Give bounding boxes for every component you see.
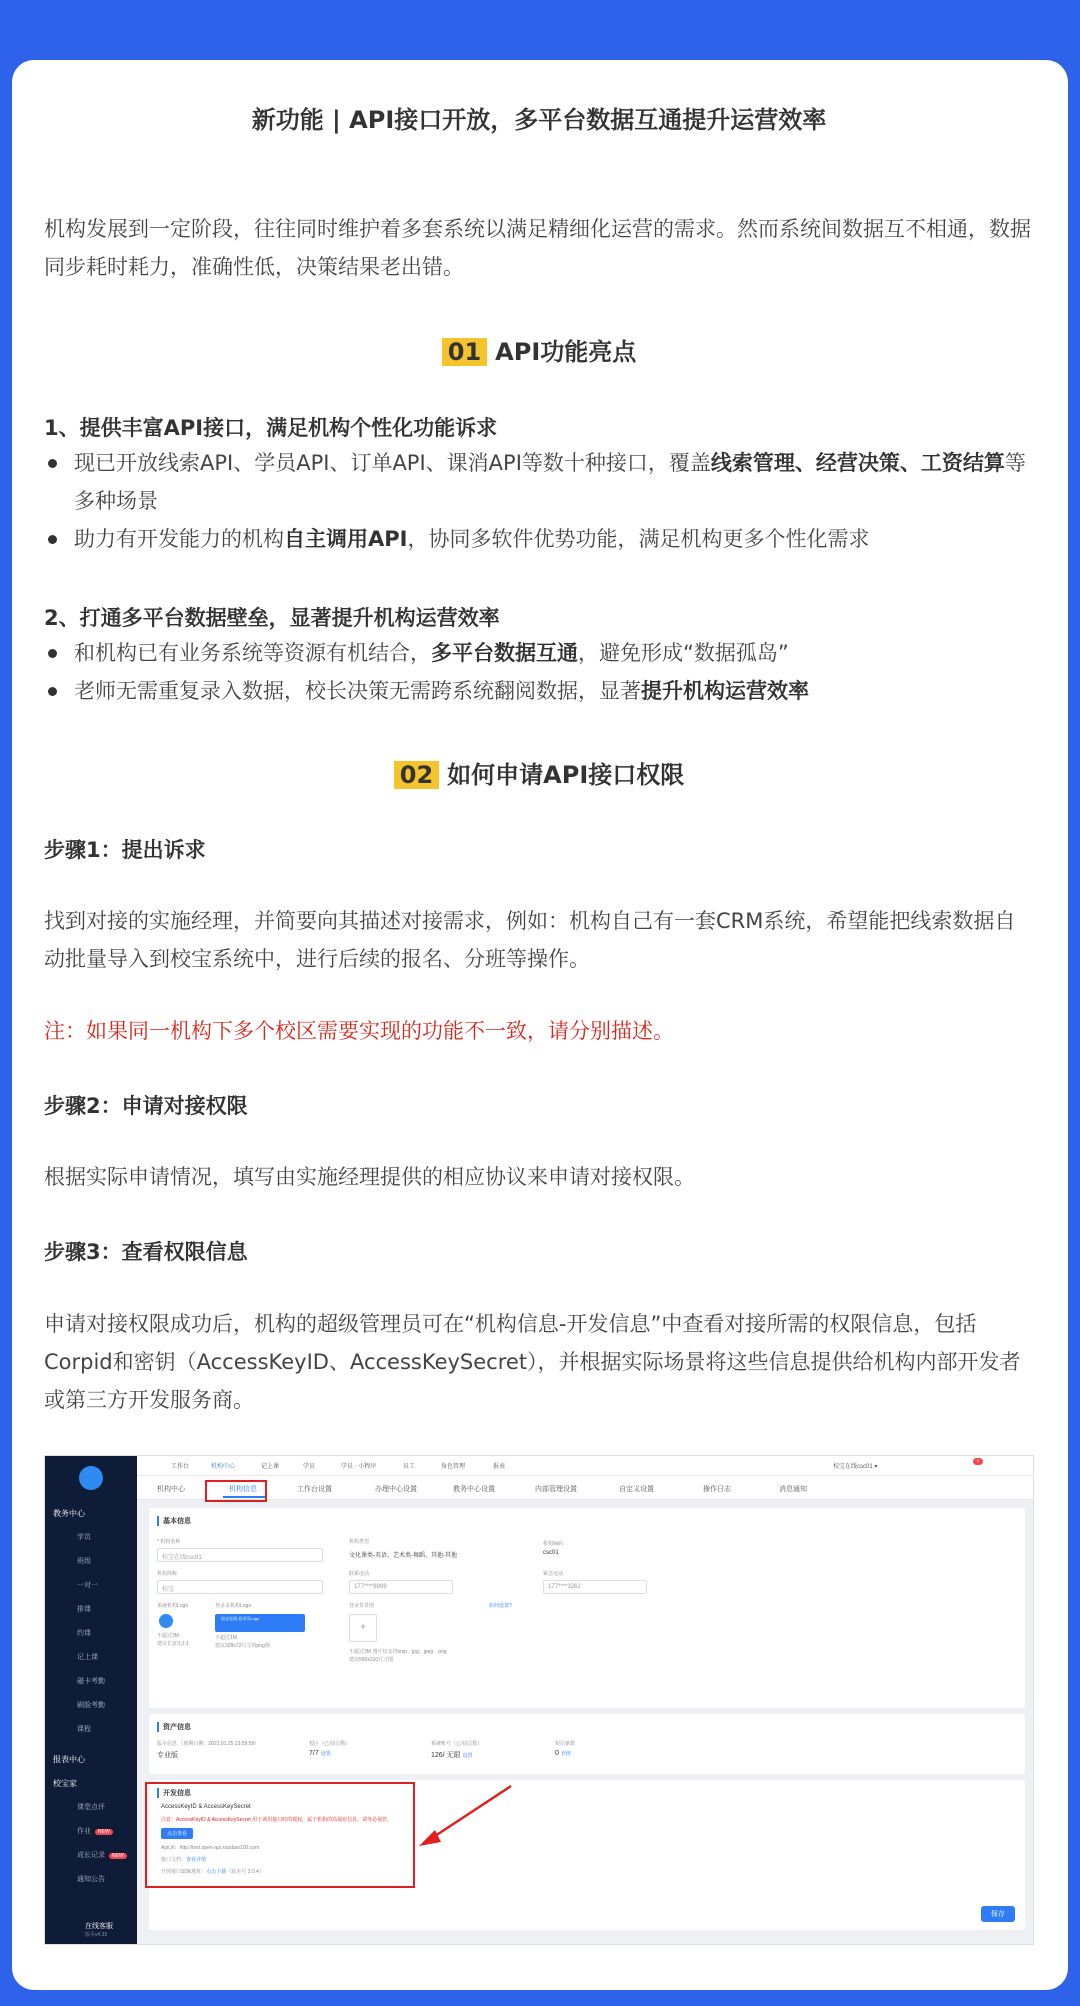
org-abbr-input[interactable]: 校宝 (157, 1580, 323, 1594)
sdk-download-link[interactable]: 点击下载 (206, 1869, 227, 1875)
tab[interactable]: 记上课 (261, 1464, 280, 1470)
tab[interactable]: 角色管理 (441, 1464, 466, 1470)
section-02-heading (44, 755, 1034, 790)
step-1-heading: 步骤1：提出诉求 (44, 838, 206, 862)
sidebar-item[interactable]: 课堂点评 (77, 1804, 105, 1811)
step-3-text: 申请对接权限成功后，机构的超级管理员可在“机构信息-开发信息”中查看对接所需的权限信息，包括Corpid和密钥（AccessKeyID、AccessKeySecret），并根据实际场景将这些信息提供给机构内部开发者或第三方开发服务商。 (44, 1312, 1021, 1412)
sidebar (45, 1456, 137, 1945)
article-title: 新功能 | API接口开放，多平台数据互通提升运营效率 (251, 106, 827, 134)
sidebar-item[interactable]: 刷脸考勤 (77, 1702, 105, 1709)
field-label: 系统账号（已用/总数） (431, 1741, 483, 1747)
section-number: 01 (442, 338, 487, 366)
list-item: 老师无需重复录入数据，校长决策无需跨系统翻阅数据，显著提升机构运营效率 (44, 672, 1034, 710)
view-key-button[interactable]: 点击查看 (161, 1828, 193, 1839)
sidebar-item[interactable]: 班级 (77, 1558, 91, 1565)
sdk-row: 开放接口SDK地址：点击下载（版本号 3.0.4） (161, 1869, 264, 1875)
sidebar-group-xiaobaojia[interactable]: 校宝家 (53, 1779, 77, 1788)
org-code-value: csc01 (543, 1550, 559, 1556)
subtab[interactable]: 自定义设置 (619, 1486, 654, 1493)
subtab[interactable]: 教务中心设置 (453, 1486, 495, 1493)
sidebar-item[interactable]: 学员 (77, 1534, 91, 1541)
list-item: 助力有开发能力的机构自主调用API，协同多软件优势功能，满足机构更多个性化需求 (44, 520, 1034, 558)
section-title: 开发信息 (157, 1788, 191, 1798)
sidebar-item[interactable]: 一对一 (77, 1582, 98, 1589)
point-1-heading: 1、提供丰富API接口，满足机构个性化功能诉求 (44, 416, 498, 440)
field-label: 机构简称 (157, 1571, 178, 1577)
sms-value: 0 充值 (555, 1750, 571, 1757)
app-logo-icon (79, 1466, 103, 1490)
field-label: 机构编码 (543, 1541, 564, 1547)
online-support[interactable]: 在线客服 版本v4.39 (85, 1923, 113, 1938)
sidebar-item[interactable]: 作业 NEW (77, 1826, 113, 1836)
api-url: ApiUrl：http://test.open-api.xiaobao100.com (161, 1845, 260, 1851)
highlight-box (205, 1480, 267, 1502)
org-type-value: 文化课类-英语、艺术类-舞蹈、其他-其他 (349, 1553, 457, 1559)
hint-text: 建议328x72尺寸的png图 (215, 1643, 270, 1649)
subtab[interactable]: 工作台设置 (297, 1486, 332, 1493)
subtab[interactable]: 消息通知 (779, 1486, 807, 1493)
section-01-heading (44, 332, 1034, 367)
sidebar-group-reports[interactable]: 报表中心 (53, 1755, 85, 1764)
tab[interactable]: 学员 · 小程序 (341, 1464, 377, 1470)
field-label: 机构类型 (349, 1539, 370, 1545)
campus-selector[interactable]: 校宝在线csc01 ▾ (833, 1464, 878, 1470)
notification-badge: 3 (973, 1458, 983, 1465)
subtab[interactable]: 操作日志 (703, 1486, 731, 1493)
login-logo-preview[interactable]: 校宝在线-登录页Logo (215, 1614, 305, 1632)
section-title: 基本信息 (157, 1516, 191, 1526)
howto-link[interactable]: 如何设置? (489, 1603, 512, 1609)
note-text: 注：如果同一机构下多个校区需要实现的功能不一致，请分别描述。 (44, 1019, 674, 1043)
logo-preview-icon (159, 1614, 173, 1628)
tab[interactable]: 工作台 (171, 1464, 190, 1470)
field-label: 系统机构Logo (157, 1603, 189, 1609)
doc-link[interactable]: 查看详情 (186, 1857, 207, 1863)
sidebar-item[interactable]: 记上课 (77, 1654, 98, 1661)
phone-input[interactable]: 177****8889 (349, 1580, 453, 1594)
sidebar-group-teaching[interactable]: 教务中心 (53, 1509, 85, 1518)
sidebar-item[interactable]: 通知公告 (77, 1876, 105, 1883)
doc-row: 接口文档：查看详情 (161, 1857, 207, 1863)
section-title: 如何申请API接口权限 (447, 761, 685, 789)
sidebar-item[interactable]: 约课 (77, 1630, 91, 1637)
tab[interactable]: 报表 (493, 1464, 506, 1470)
sidebar-item[interactable]: 排课 (77, 1606, 91, 1613)
save-button[interactable]: 保存 (981, 1906, 1015, 1922)
list-item: 和机构已有业务系统等资源有机结合，多平台数据互通，避免形成“数据孤岛” (44, 634, 1034, 672)
hint-text: 建议长宽比1:1 (157, 1641, 189, 1647)
new-badge: NEW (95, 1829, 113, 1835)
intro-paragraph: 机构发展到一定阶段，往往同时维护着多套系统以满足精细化运营的需求。然而系统间数据互不相通，数据同步耗时耗力，准确性低，决策结果老出错。 (44, 217, 1031, 279)
pointer-arrow-icon (415, 1782, 515, 1852)
field-label: 短信条数 (555, 1741, 576, 1747)
step-3-heading: 步骤3：查看权限信息 (44, 1240, 248, 1264)
upload-plus-icon[interactable]: + (349, 1614, 377, 1642)
sub-nav (137, 1476, 1033, 1500)
subtab-active[interactable]: 机构信息 (229, 1486, 257, 1493)
field-label: 校区（已用/总数） (309, 1741, 351, 1747)
org-name-input[interactable]: 校宝在线csc01 (157, 1548, 323, 1562)
step-1-text: 找到对接的实施经理，并简要向其描述对接需求，例如：机构自己有一套CRM系统，希望能把线索数据自动批量导入到校宝系统中，进行后续的报名、分班等操作。 (44, 909, 1016, 971)
embedded-screenshot (44, 1455, 1034, 1945)
hint-text: 建议560x310尺寸图 (349, 1657, 394, 1663)
campus-value: 7/7 设置 (309, 1750, 331, 1757)
section-title: 资产信息 (157, 1722, 191, 1732)
step-2-text: 根据实际申请情况，填写由实施经理提供的相应协议来申请对接权限。 (44, 1165, 695, 1189)
point-2-heading: 2、打通多平台数据壁垒，显著提升机构运营效率 (44, 606, 500, 630)
subtab[interactable]: 内部管理设置 (535, 1486, 577, 1493)
key-title: AccessKeyID & AccessKeySecret (161, 1804, 251, 1810)
sidebar-item[interactable]: 成长记录 NEW (77, 1850, 127, 1860)
field-label: 登录页机构Logo (215, 1603, 252, 1609)
asset-info-panel (149, 1714, 1025, 1774)
new-badge: NEW (109, 1853, 127, 1859)
field-label: 登录背景图 (349, 1603, 375, 1609)
tab[interactable]: 学员 (303, 1464, 316, 1470)
field-label: 版本信息 （到期日期：2021.01.25 23:59:59） (157, 1741, 260, 1747)
version-value: 专业版 (157, 1752, 178, 1759)
point-1-list (44, 444, 1034, 558)
warning-text: 注意：AccessKeyID & AccessKeySecret 用于调用接口时的授权，属于机构的高保密信息，请务必保管。 (161, 1817, 393, 1823)
point-2-list (44, 634, 1034, 710)
account-value: 126/ 无限 设置 (431, 1752, 473, 1759)
subtab[interactable]: 办理中心设置 (375, 1486, 417, 1493)
sidebar-item[interactable]: 课程 (77, 1726, 91, 1733)
tab[interactable]: 机构中心 (211, 1464, 236, 1470)
field-label: 联系电话 (349, 1571, 370, 1577)
field-label: * 机构名称 (157, 1539, 181, 1545)
step-2-heading: 步骤2：申请对接权限 (44, 1094, 248, 1118)
subtab[interactable]: 机构中心 (157, 1486, 185, 1493)
hint-text: 不超过1M (215, 1635, 237, 1641)
mobile-input[interactable]: 177****3262 (543, 1580, 647, 1594)
tab-bar (137, 1456, 1033, 1476)
section-number: 02 (394, 761, 439, 789)
tab[interactable]: 员工 (403, 1464, 416, 1470)
basic-info-panel (149, 1508, 1025, 1708)
field-label: 紧急电话 (543, 1571, 564, 1577)
section-title: API功能亮点 (495, 338, 637, 366)
sidebar-item[interactable]: 磁卡考勤 (77, 1678, 105, 1685)
list-item: 现已开放线索API、学员API、订单API、课消API等数十种接口，覆盖线索管理、经营决策、工资结算等多种场景 (44, 444, 1034, 520)
hint-text: 不超过3M 图片仅支持bmp、jpg、jpeg、png (349, 1649, 447, 1655)
hint-text: 不超过3M (157, 1633, 179, 1639)
dev-highlight-box (145, 1782, 415, 1888)
